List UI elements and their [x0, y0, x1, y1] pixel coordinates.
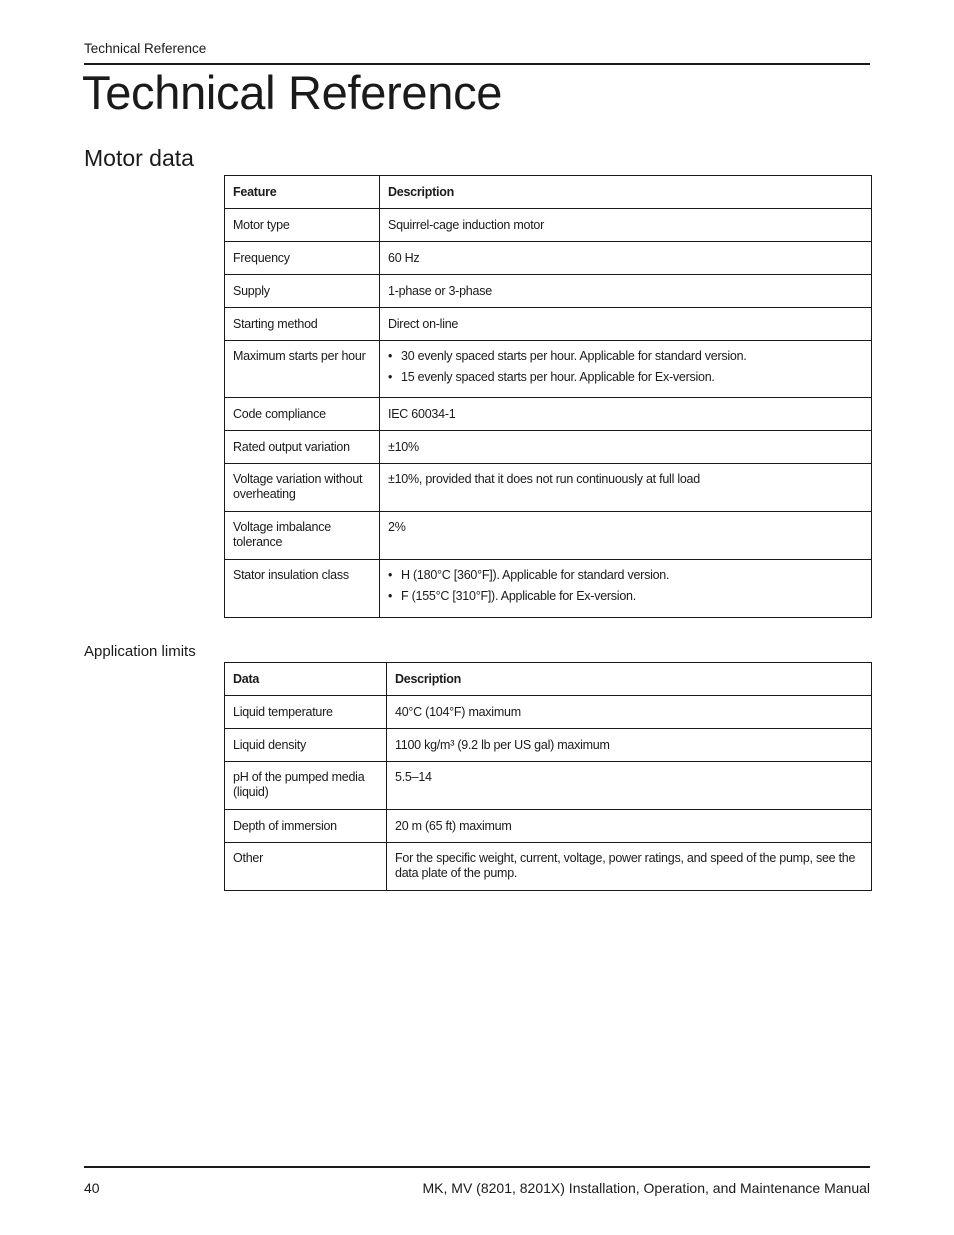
- bullet-item: • 15 evenly spaced starts per hour. Applicable for Ex-version.: [388, 370, 863, 385]
- table-row: [225, 308, 872, 341]
- data-cell: pH of the pumped media (liquid): [225, 762, 387, 810]
- data-cell: Other: [225, 843, 387, 891]
- data-cell: Liquid density: [225, 729, 387, 762]
- page-number: 40: [84, 1180, 100, 1196]
- feature-cell: Starting method: [225, 308, 380, 341]
- running-header: Technical Reference: [84, 41, 207, 56]
- bullet-item: • F (155°C [310°F]). Applicable for Ex-version.: [388, 589, 863, 604]
- table-row: [225, 560, 872, 618]
- feature-cell: Supply: [225, 275, 380, 308]
- description-cell: ±10%, provided that it does not run continuously at full load: [380, 464, 872, 512]
- description-cell: [380, 560, 872, 618]
- bullet-item: • 30 evenly spaced starts per hour. Applicable for standard version.: [388, 349, 863, 364]
- table-row: [225, 341, 872, 398]
- feature-cell: Frequency: [225, 242, 380, 275]
- table-header-row: [225, 176, 872, 209]
- table-row: [225, 431, 872, 464]
- section-title-application-limits: Application limits: [84, 643, 196, 660]
- description-cell: For the specific weight, current, voltage, power ratings, and speed of the pump, see the data plate of the pump.: [387, 843, 872, 891]
- footer-manual-title: MK, MV (8201, 8201X) Installation, Operation, and Maintenance Manual: [422, 1180, 870, 1196]
- description-cell: 40°C (104°F) maximum: [387, 696, 872, 729]
- description-cell: Squirrel-cage induction motor: [380, 209, 872, 242]
- table-row: [225, 696, 872, 729]
- table-row: [225, 275, 872, 308]
- table-row: [225, 398, 872, 431]
- table-row: [225, 209, 872, 242]
- section-title-motor-data: Motor data: [84, 145, 194, 171]
- description-cell: 20 m (65 ft) maximum: [387, 810, 872, 843]
- feature-cell: Voltage imbalance tolerance: [225, 512, 380, 560]
- footer-rule: [84, 1166, 870, 1168]
- feature-cell: Rated output variation: [225, 431, 380, 464]
- table-row: [225, 843, 872, 891]
- description-cell: 60 Hz: [380, 242, 872, 275]
- feature-cell: Maximum starts per hour: [225, 341, 380, 398]
- feature-cell: Stator insulation class: [225, 560, 380, 618]
- description-cell: 1100 kg/m³ (9.2 lb per US gal) maximum: [387, 729, 872, 762]
- feature-cell: Voltage variation without overheating: [225, 464, 380, 512]
- table-row: [225, 729, 872, 762]
- data-cell: Liquid temperature: [225, 696, 387, 729]
- feature-cell: Code compliance: [225, 398, 380, 431]
- bullet-list: [388, 349, 863, 385]
- column-header-data: Data: [225, 663, 387, 696]
- page-title: Technical Reference: [82, 66, 503, 119]
- bullet-list: [388, 568, 863, 604]
- feature-cell: Motor type: [225, 209, 380, 242]
- data-cell: Depth of immersion: [225, 810, 387, 843]
- description-cell: 2%: [380, 512, 872, 560]
- column-header-description: Description: [387, 663, 872, 696]
- table-row: [225, 810, 872, 843]
- table-row: [225, 762, 872, 810]
- description-cell: Direct on-line: [380, 308, 872, 341]
- description-cell: 1-phase or 3-phase: [380, 275, 872, 308]
- table-row: [225, 464, 872, 512]
- bullet-item: • H (180°C [360°F]). Applicable for standard version.: [388, 568, 863, 583]
- description-cell: IEC 60034-1: [380, 398, 872, 431]
- table-header-row: [225, 663, 872, 696]
- description-cell: ±10%: [380, 431, 872, 464]
- description-cell: [380, 341, 872, 398]
- column-header-feature: Feature: [225, 176, 380, 209]
- application-limits-table: [224, 662, 872, 891]
- description-cell: 5.5–14: [387, 762, 872, 810]
- table-row: [225, 242, 872, 275]
- motor-data-table: [224, 175, 872, 618]
- table-row: [225, 512, 872, 560]
- column-header-description: Description: [380, 176, 872, 209]
